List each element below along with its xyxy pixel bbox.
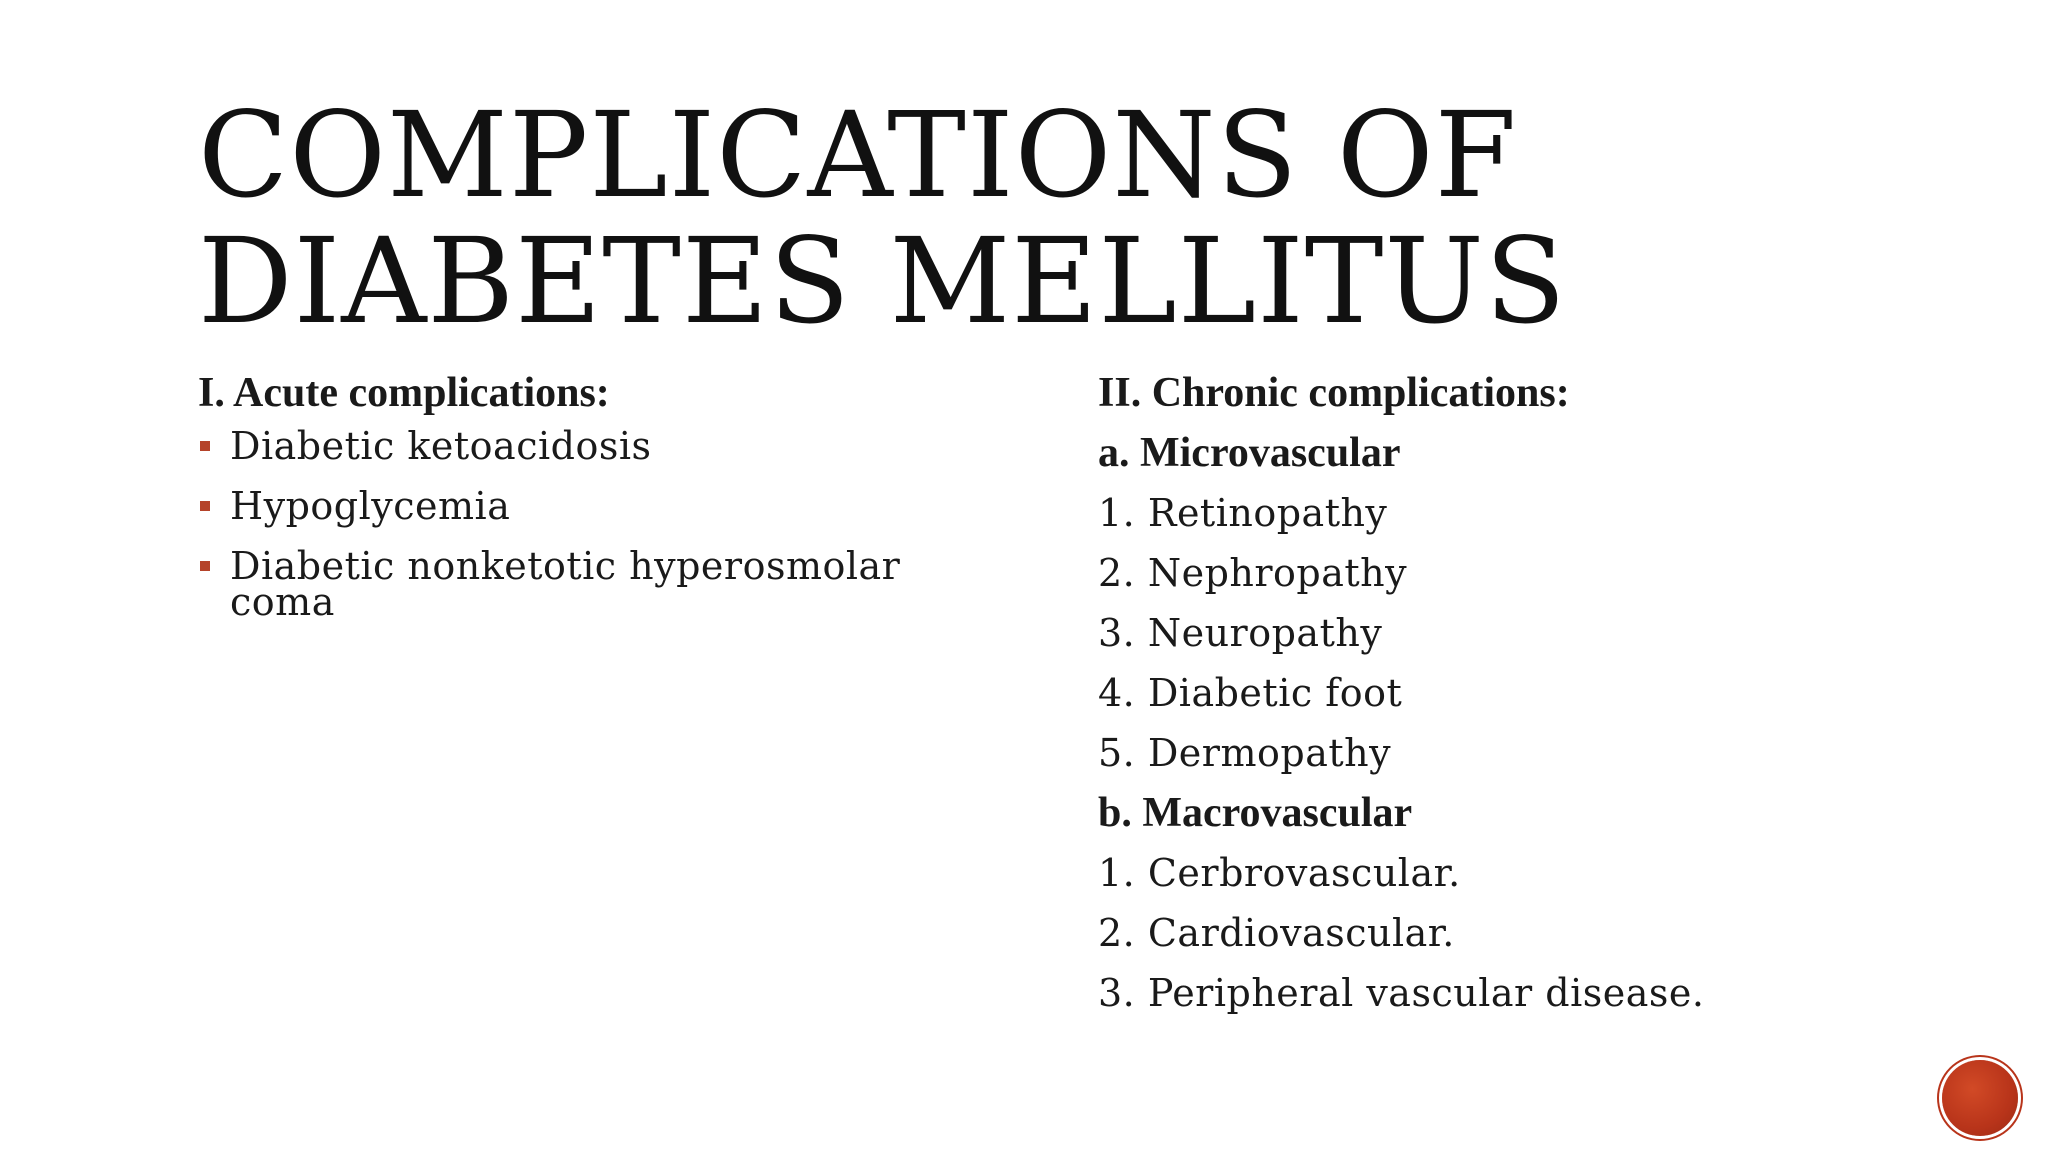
title-line-1: COMPLICATIONS OF xyxy=(198,86,1518,224)
list-item-text: Diabetic ketoacidosis xyxy=(230,424,652,468)
square-bullet-icon xyxy=(200,501,210,511)
title-line-2: DIABETES MELLITUS xyxy=(198,212,1567,350)
list-item: 5. Dermopathy xyxy=(1098,731,1392,775)
list-item-text: Diabetic nonketotic hyperosmolar coma xyxy=(230,544,901,624)
list-item-text: Hypoglycemia xyxy=(230,484,511,528)
acute-heading: I. Acute complications: xyxy=(198,370,610,416)
chronic-heading: II. Chronic complications: xyxy=(1098,370,1570,416)
chronic-complications-column xyxy=(1098,368,1918,1028)
list-item: 3. Neuropathy xyxy=(1098,611,1383,655)
list-item: 4. Diabetic foot xyxy=(1098,671,1403,715)
list-item xyxy=(198,484,978,528)
list-item: 1. Cerbrovascular. xyxy=(1098,851,1461,895)
square-bullet-icon xyxy=(200,561,210,571)
red-circle-nav-icon[interactable] xyxy=(1942,1060,2018,1136)
list-item: 2. Nephropathy xyxy=(1098,551,1408,595)
macrovascular-label: b. Macrovascular xyxy=(1098,790,1413,836)
acute-list xyxy=(198,424,978,624)
square-bullet-icon xyxy=(200,441,210,451)
list-item xyxy=(198,544,978,624)
microvascular-label: a. Microvascular xyxy=(1098,430,1401,476)
slide-title xyxy=(198,86,1898,350)
chronic-list xyxy=(1098,428,1918,1028)
list-item: 1. Retinopathy xyxy=(1098,491,1388,535)
list-item xyxy=(198,424,978,468)
list-item: 2. Cardiovascular. xyxy=(1098,911,1455,955)
acute-complications-column xyxy=(198,368,978,644)
list-item: 3. Peripheral vascular disease. xyxy=(1098,971,1705,1015)
